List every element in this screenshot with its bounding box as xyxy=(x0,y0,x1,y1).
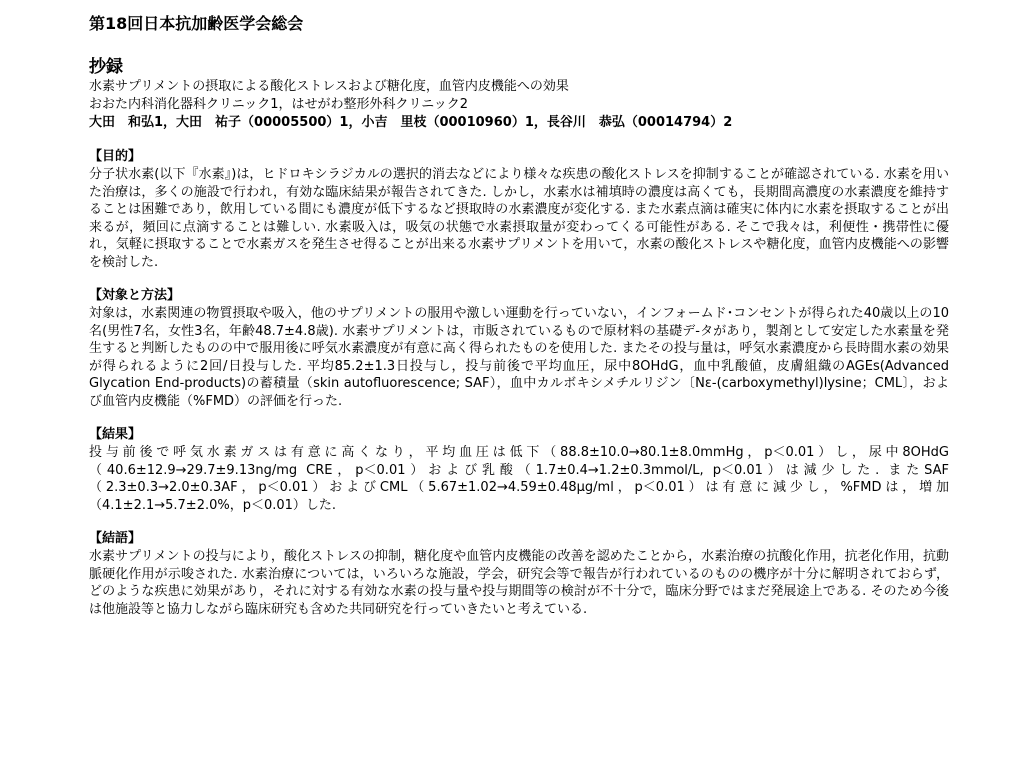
affiliations: おおた内科消化器科クリニック1，はせがわ整形外科クリニック2 xyxy=(89,97,468,112)
document-page xyxy=(89,12,949,618)
authors: 大田 和弘1，大田 祐子（00005500）1，小吉 里枝（00010960）1，長谷川 恭弘（00014794）2 xyxy=(89,115,733,130)
section-body-methods: 対象は，水素関連の物質摂取や吸入，他のサプリメントの服用や激しい運動を行っていない，インフォームド･コンセントが得られた40歳以上の10名(男性7名，女性3名，年齢48.7±4.8歳). 水素サプリメントは，市販されているもので原材料の基礎デ-タがあり，製剤として安定した水素量を発生すると判断したものの中で服用後に呼気水素濃度が有意に高く得られたものを使用した. またその投与量は，呼気水素濃度から長時間水素の効果が得られるように2回/日投与した. 平均85.2±1.3日投与し，投与前後で平均血圧，尿中8OHdG，血中乳酸値，皮膚組織のAGEs(Advanced Glycation End-products)の蓄積量（skin autofluorescence; SAF），血中カルボキシメチルリジン〔Nε-(carboxymethyl)lysine；CML〕，および血管内皮機能（%FMD）の評価を行った. xyxy=(89,306,949,409)
section-purpose xyxy=(89,148,949,271)
section-title-methods: 【対象と方法】 xyxy=(89,288,181,303)
conference-title: 第18回日本抗加齢医学会総会 xyxy=(89,14,304,33)
paper-title: 水素サプリメントの摂取による酸化ストレスおよび糖化度，血管内皮機能への効果 xyxy=(89,79,569,94)
section-conclusion xyxy=(89,530,949,618)
section-title-purpose: 【目的】 xyxy=(89,149,142,164)
section-body-purpose: 分子状水素(以下『水素』)は，ヒドロキシラジカルの選択的消去などにより様々な疾患の酸化ストレスを抑制することが確認されている. 水素を用いた治療は，多くの施設で行われ，有効な臨床結果が報告されてきた. しかし，水素水は補填時の濃度は高くても，長期間高濃度の水素濃度を維持することは困難であり，飲用している間にも濃度が低下するなど摂取時の水素濃度が変化する. また水素点滴は確実に体内に水素を摂取することが出来るが，頻回に点滴することは難しい. 水素吸入は，吸気の状態で水素摂取量が変わってくる可能性がある. そこで我々は，利便性・携帯性に優れ，気軽に摂取することで水素ガスを発生させ得ることが出来る水素サプリメントを用いて，水素の酸化ストレスや糖化度，血管内皮機能への影響を検討した. xyxy=(89,167,949,270)
section-methods xyxy=(89,287,949,410)
section-body-results: 投与前後で呼気水素ガスは有意に高くなり，平均血圧は低下（88.8±10.0→80.1±8.0mmHg，p＜0.01）し，尿中8OHdG（40.6±12.9→29.7±9.13ng/mg CRE，p＜0.01）および乳酸（1.7±0.4→1.2±0.3mmol/L, p＜0.01）は減少した. またSAF（2.3±0.3→2.0±0.3AF，p＜0.01）およびCML（5.67±1.02→4.59±0.48μg/ml，p＜0.01）は有意に減少し，%FMDは，増加（4.1±2.1→5.7±2.0%，p＜0.01）した. xyxy=(89,445,949,513)
section-body-conclusion: 水素サプリメントの投与により，酸化ストレスの抑制，糖化度や血管内皮機能の改善を認めたことから，水素治療の抗酸化作用，抗老化作用，抗動脈硬化作用が示唆された. 水素治療については，いろいろな施設，学会，研究会等で報告が行われているのものの機序が十分に解明されておらず，どのような疾患に効果があり，それに対する有効な水素の投与量や投与期間等の検討が不十分で，臨床分野ではまだ発展途上である. そのため今後は他施設等と協力しながら臨床研究も含めた共同研究を行っていきたいと考えている. xyxy=(89,549,949,617)
section-title-conclusion: 【結語】 xyxy=(89,531,142,546)
section-title-results: 【結果】 xyxy=(89,427,142,442)
section-results xyxy=(89,426,949,514)
abstract-label: 抄録 xyxy=(89,57,123,77)
